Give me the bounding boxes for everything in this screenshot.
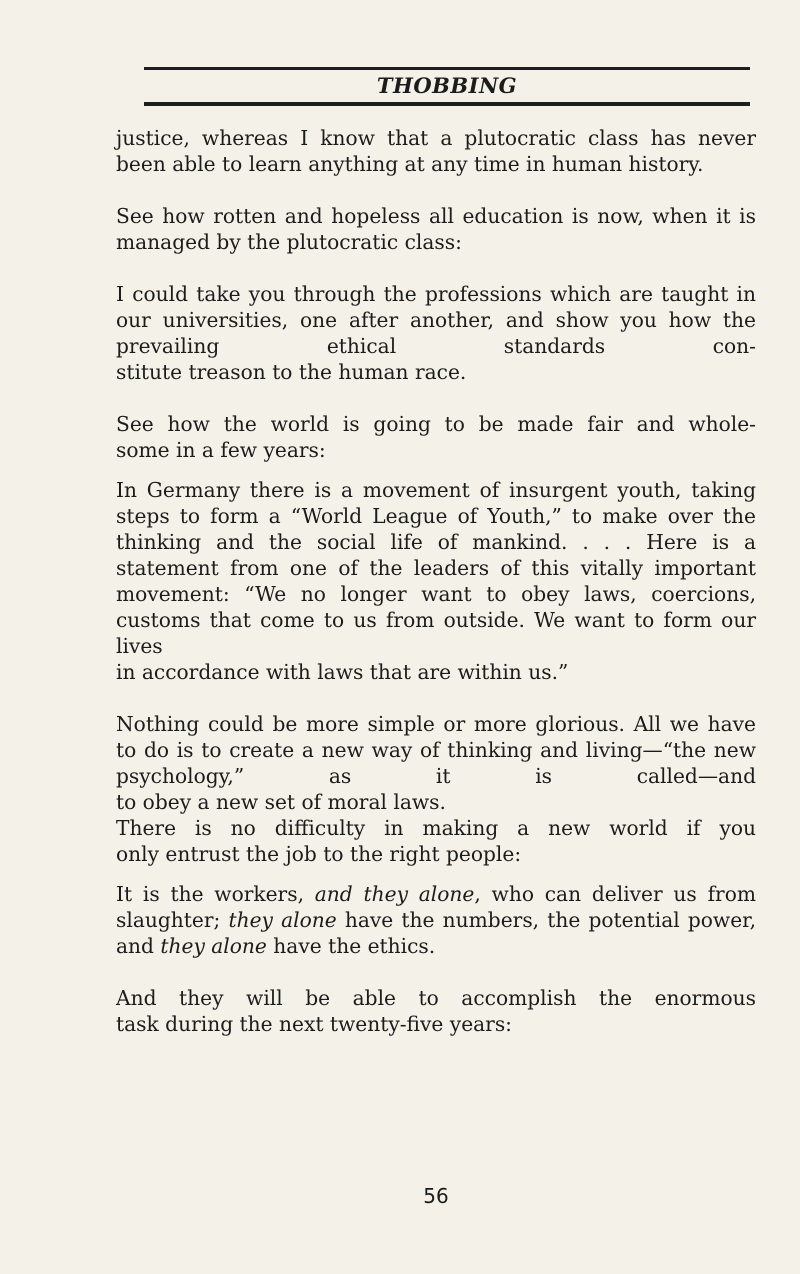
paragraph-8-emphasis-3: they alone xyxy=(160,934,267,958)
paragraph-6 xyxy=(116,711,756,815)
paragraph-9-end: task during the next twenty-five years: xyxy=(116,1012,512,1036)
paragraph-8-emphasis-1: and they alone xyxy=(314,882,475,906)
header-rule-bottom xyxy=(144,102,750,106)
paragraph-8-text-4: have the ethics. xyxy=(266,934,436,958)
paragraph-4 xyxy=(116,411,756,463)
paragraph-7-end: only entrust the job to the right people: xyxy=(116,842,522,866)
paragraph-9 xyxy=(116,985,756,1037)
paragraph-5-end: in accordance with laws that are within us.” xyxy=(116,660,569,684)
paragraph-7-main: There is no difficulty in making a new world if you xyxy=(116,816,756,840)
paragraph-4-end: some in a few years: xyxy=(116,438,326,462)
paragraph-5-main: In Germany there is a movement of insurgent youth, taking steps to form a “World League of Youth,” to make over the thinking and the social life of mankind. . . . Here is a statement from one of the leaders of this vitally important movement: “We no longer want to obey laws, coercions, customs that come to us from outside. We want to form our lives xyxy=(116,478,756,658)
paragraph-8-text-3: have the numbers, the potential power, and xyxy=(116,908,756,958)
paragraph-8 xyxy=(116,881,756,959)
paragraph-5 xyxy=(116,477,756,685)
paragraph-4-main: See how the world is going to be made fair and whole- xyxy=(116,412,756,436)
body-text xyxy=(116,125,756,1037)
paragraph-1: justice, whereas I know that a plutocratic class has never been able to learn anything at any time in human history. xyxy=(116,126,756,176)
page-number: 56 xyxy=(423,1184,449,1208)
running-head: THOBBING xyxy=(376,73,518,98)
paragraph-8-text-2: , who can deliver us from slaughter; xyxy=(116,882,756,932)
paragraph-6-main: Nothing could be more simple or more glorious. All we have to do is to create a new way of thinking and living—“the new psychology,” as it is called—and xyxy=(116,712,756,788)
paragraph-8-emphasis-2: they alone xyxy=(228,908,337,932)
paragraph-9-main: And they will be able to accomplish the enormous xyxy=(116,986,756,1010)
paragraph-2: See how rotten and hopeless all education is now, when it is managed by the plutocratic class: xyxy=(116,204,756,254)
paragraph-8-text-1: It is the workers, xyxy=(116,882,315,906)
paragraph-6-end: to obey a new set of moral laws. xyxy=(116,790,446,814)
header-rule-top xyxy=(144,67,750,70)
paragraph-7 xyxy=(116,815,756,867)
paragraph-3 xyxy=(116,281,756,385)
paragraph-3-end: stitute treason to the human race. xyxy=(116,360,467,384)
paragraph-3-main: I could take you through the professions which are taught in our universities, one after another, and show you how the prevailing ethical standards con- xyxy=(116,282,756,358)
